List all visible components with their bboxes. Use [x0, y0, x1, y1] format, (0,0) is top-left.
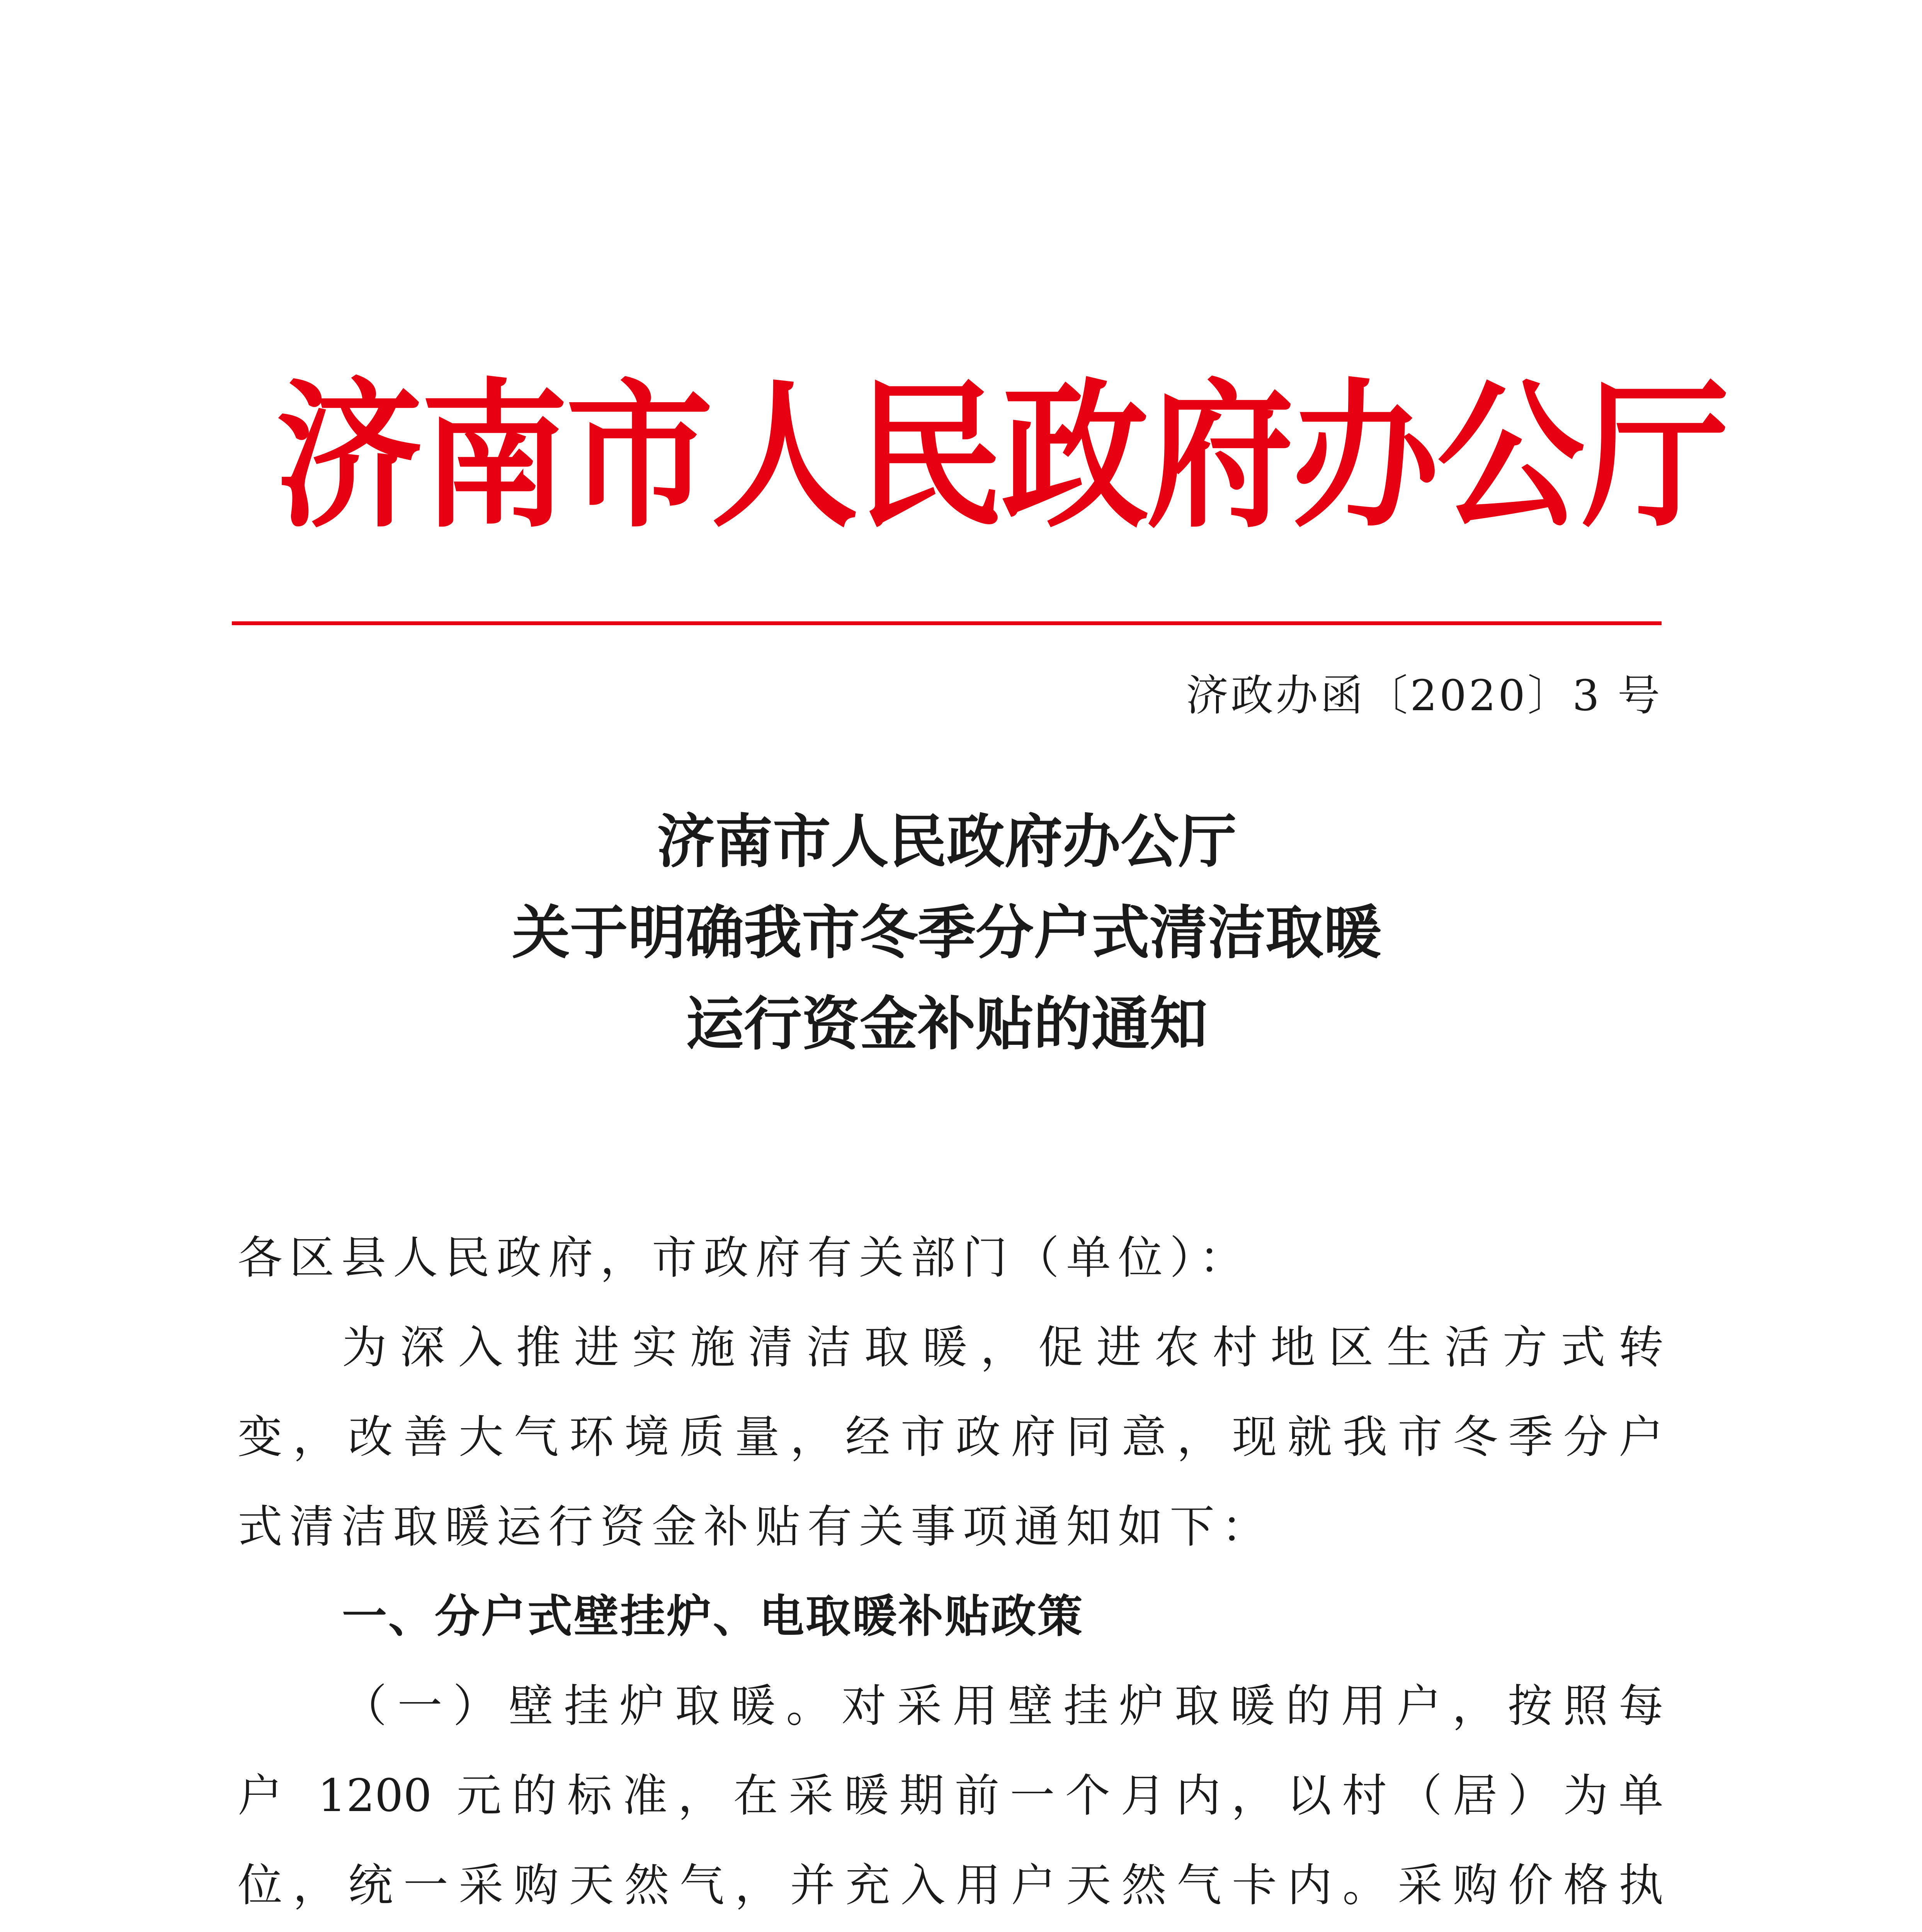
document-body — [238, 1213, 1663, 1932]
body-line — [238, 1930, 1663, 1932]
masthead-title: 济南市人民政府办公厅 — [276, 363, 1728, 549]
title-line: 济南市人民政府办公厅 — [657, 808, 1237, 876]
document-title — [232, 796, 1662, 1070]
body-line: 变，改善大气环境质量，经市政府同意，现就我市冬季分户 — [238, 1411, 1663, 1463]
title-line: 关于明确我市冬季分户式清洁取暖 — [512, 899, 1381, 967]
body-line: 户 1200 元的标准，在采暖期前一个月内，以村（居）为单 — [238, 1770, 1663, 1822]
section-heading: 一、分户式壁挂炉、电取暖补贴政策 — [342, 1590, 1084, 1643]
title-line: 运行资金补贴的通知 — [685, 990, 1208, 1058]
red-divider-line — [232, 621, 1662, 625]
body-line: 为深入推进实施清洁取暖，促进农村地区生活方式转 — [342, 1321, 1663, 1374]
body-line: 位，统一采购天然气，并充入用户天然气卡内。采购价格执 — [238, 1859, 1663, 1912]
salutation: 各区县人民政府，市政府有关部门（单位）： — [238, 1232, 1251, 1284]
body-line: （一）壁挂炉取暖。对采用壁挂炉取暖的用户，按照每 — [342, 1680, 1663, 1732]
body-line: 式清洁取暖运行资金补贴有关事项通知如下： — [238, 1501, 1273, 1553]
document-number: 济政办函〔2020〕3 号 — [1186, 671, 1662, 720]
